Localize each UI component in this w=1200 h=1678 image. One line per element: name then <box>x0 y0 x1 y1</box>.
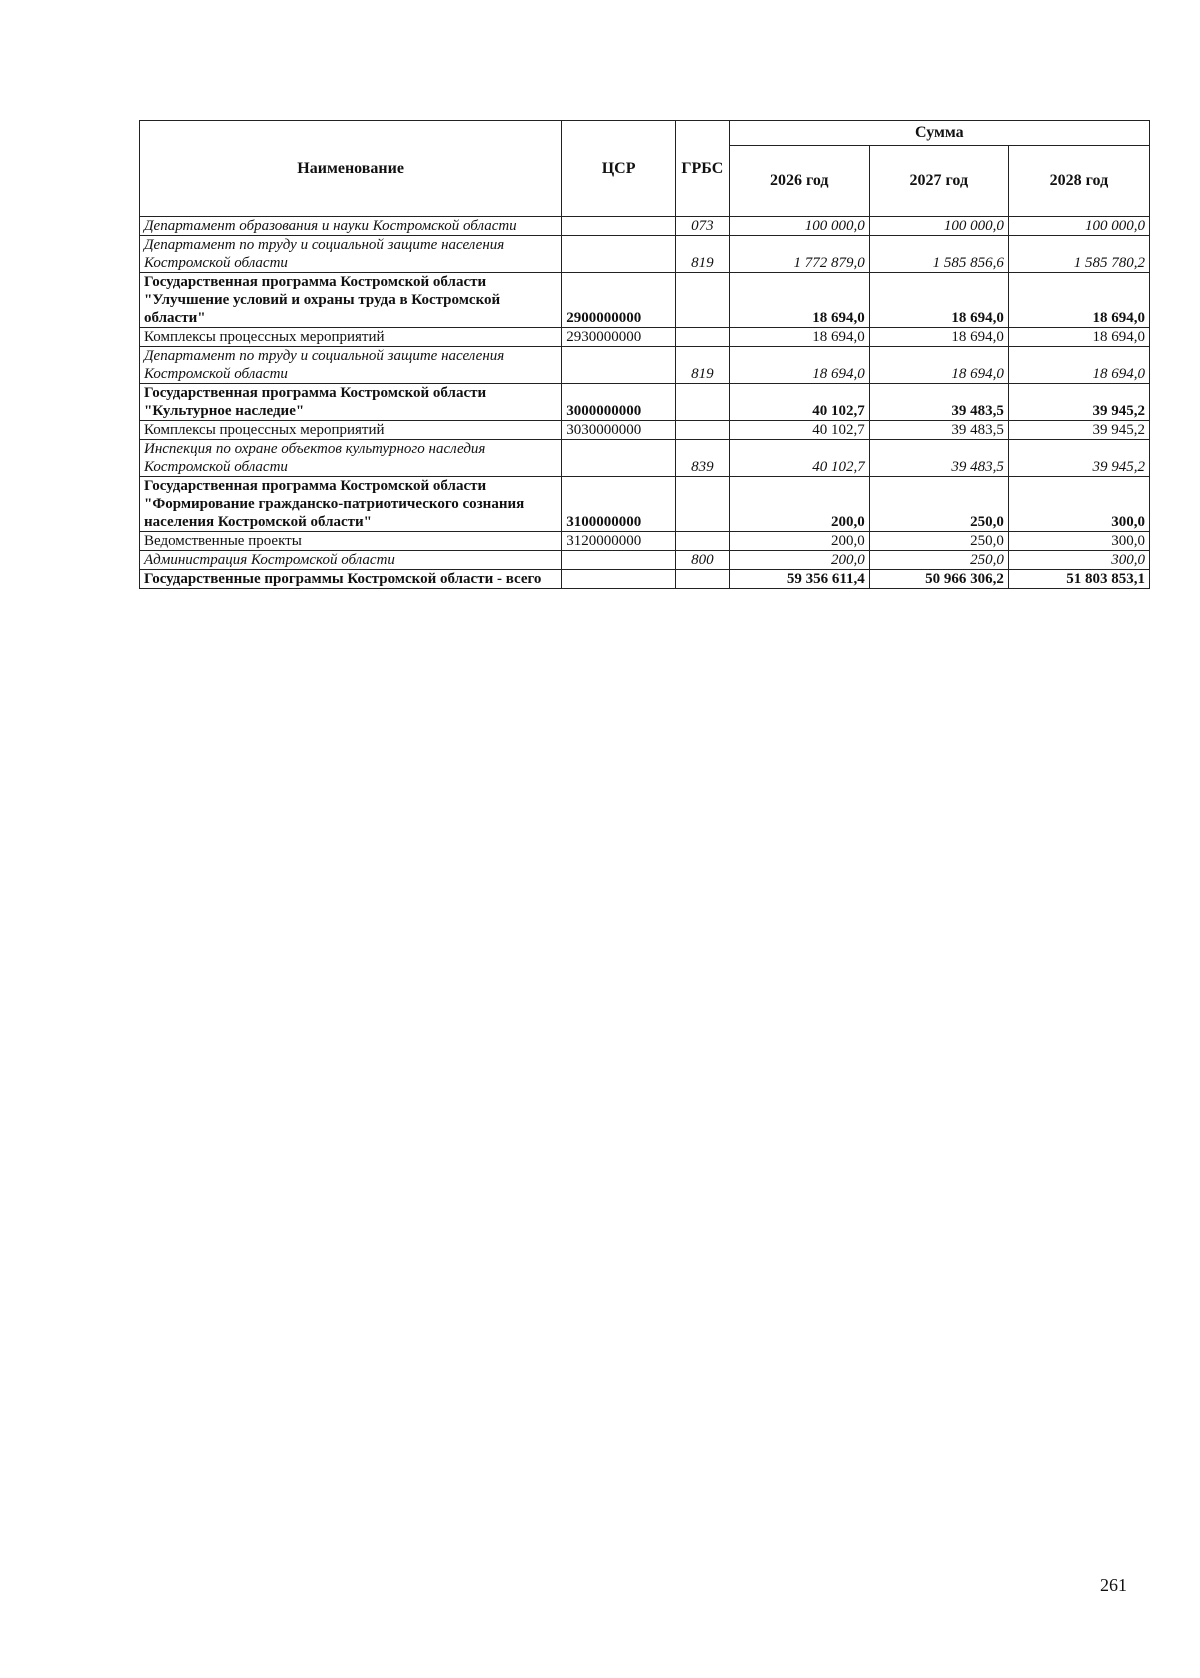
row-name-cell: Государственная программа Костромской области "Культурное наследие" <box>140 384 562 421</box>
row-grbs-cell: 073 <box>675 217 729 236</box>
row-2028-cell: 100 000,0 <box>1008 217 1149 236</box>
row-2028-cell: 51 803 853,1 <box>1008 570 1149 589</box>
header-name: Наименование <box>140 121 562 217</box>
row-2028-cell: 39 945,2 <box>1008 440 1149 477</box>
table-row <box>140 551 1150 570</box>
row-2027-cell: 39 483,5 <box>869 421 1008 440</box>
row-name-cell: Государственная программа Костромской области "Улучшение условий и охраны труда в Костромской области" <box>140 273 562 328</box>
row-2027-cell: 39 483,5 <box>869 440 1008 477</box>
table-row <box>140 421 1150 440</box>
row-csr-cell <box>562 217 676 236</box>
row-name-cell: Департамент образования и науки Костромской области <box>140 217 562 236</box>
table-row <box>140 347 1150 384</box>
header-grbs: ГРБС <box>675 121 729 217</box>
row-2027-cell: 18 694,0 <box>869 328 1008 347</box>
table-row <box>140 384 1150 421</box>
table-row <box>140 328 1150 347</box>
row-name-cell: Комплексы процессных мероприятий <box>140 421 562 440</box>
table-row <box>140 236 1150 273</box>
table-row <box>140 570 1150 589</box>
row-2026-cell: 18 694,0 <box>729 347 869 384</box>
row-2026-cell: 100 000,0 <box>729 217 869 236</box>
budget-table <box>139 120 1150 589</box>
row-2027-cell: 100 000,0 <box>869 217 1008 236</box>
header-csr: ЦСР <box>562 121 676 217</box>
row-csr-cell: 3100000000 <box>562 477 676 532</box>
row-2026-cell: 200,0 <box>729 551 869 570</box>
row-name-cell: Комплексы процессных мероприятий <box>140 328 562 347</box>
row-grbs-cell <box>675 532 729 551</box>
page-number: 261 <box>1100 1575 1127 1595</box>
row-2026-cell: 40 102,7 <box>729 384 869 421</box>
row-2026-cell: 1 772 879,0 <box>729 236 869 273</box>
row-grbs-cell: 800 <box>675 551 729 570</box>
header-2026: 2026 год <box>729 146 869 217</box>
row-2027-cell: 250,0 <box>869 532 1008 551</box>
row-2026-cell: 40 102,7 <box>729 421 869 440</box>
row-grbs-cell <box>675 421 729 440</box>
row-csr-cell <box>562 347 676 384</box>
row-csr-cell <box>562 236 676 273</box>
row-2027-cell: 250,0 <box>869 477 1008 532</box>
row-2028-cell: 18 694,0 <box>1008 328 1149 347</box>
row-2027-cell: 39 483,5 <box>869 384 1008 421</box>
row-csr-cell: 3000000000 <box>562 384 676 421</box>
row-name-cell: Ведомственные проекты <box>140 532 562 551</box>
table-body <box>140 217 1150 589</box>
row-2026-cell: 200,0 <box>729 477 869 532</box>
row-2028-cell: 39 945,2 <box>1008 384 1149 421</box>
row-2027-cell: 18 694,0 <box>869 347 1008 384</box>
row-grbs-cell: 819 <box>675 347 729 384</box>
row-2027-cell: 50 966 306,2 <box>869 570 1008 589</box>
row-2028-cell: 18 694,0 <box>1008 273 1149 328</box>
row-name-cell: Государственные программы Костромской области - всего <box>140 570 562 589</box>
header-sum: Сумма <box>729 121 1149 146</box>
row-2027-cell: 1 585 856,6 <box>869 236 1008 273</box>
row-2027-cell: 250,0 <box>869 551 1008 570</box>
table-row <box>140 440 1150 477</box>
row-grbs-cell <box>675 570 729 589</box>
row-2026-cell: 200,0 <box>729 532 869 551</box>
row-grbs-cell: 839 <box>675 440 729 477</box>
row-2028-cell: 300,0 <box>1008 551 1149 570</box>
row-grbs-cell <box>675 328 729 347</box>
table-row <box>140 477 1150 532</box>
row-csr-cell <box>562 551 676 570</box>
row-2028-cell: 1 585 780,2 <box>1008 236 1149 273</box>
row-name-cell: Департамент по труду и социальной защите населения Костромской области <box>140 347 562 384</box>
row-csr-cell <box>562 570 676 589</box>
row-2026-cell: 59 356 611,4 <box>729 570 869 589</box>
header-2028: 2028 год <box>1008 146 1149 217</box>
row-name-cell: Департамент по труду и социальной защите населения Костромской области <box>140 236 562 273</box>
row-2026-cell: 18 694,0 <box>729 273 869 328</box>
row-name-cell: Администрация Костромской области <box>140 551 562 570</box>
table-row <box>140 217 1150 236</box>
header-2027: 2027 год <box>869 146 1008 217</box>
row-csr-cell <box>562 440 676 477</box>
row-2028-cell: 300,0 <box>1008 477 1149 532</box>
row-2028-cell: 300,0 <box>1008 532 1149 551</box>
row-grbs-cell <box>675 273 729 328</box>
table-row <box>140 273 1150 328</box>
table-row <box>140 532 1150 551</box>
row-csr-cell: 3120000000 <box>562 532 676 551</box>
header-row <box>140 121 1150 146</box>
row-2026-cell: 40 102,7 <box>729 440 869 477</box>
row-2028-cell: 18 694,0 <box>1008 347 1149 384</box>
row-grbs-cell <box>675 477 729 532</box>
row-csr-cell: 2930000000 <box>562 328 676 347</box>
row-2028-cell: 39 945,2 <box>1008 421 1149 440</box>
row-csr-cell: 2900000000 <box>562 273 676 328</box>
row-grbs-cell <box>675 384 729 421</box>
row-name-cell: Инспекция по охране объектов культурного наследия Костромской области <box>140 440 562 477</box>
row-grbs-cell: 819 <box>675 236 729 273</box>
row-2027-cell: 18 694,0 <box>869 273 1008 328</box>
row-name-cell: Государственная программа Костромской области "Формирование гражданско-патриотического сознания населения Костромской области" <box>140 477 562 532</box>
row-2026-cell: 18 694,0 <box>729 328 869 347</box>
row-csr-cell: 3030000000 <box>562 421 676 440</box>
